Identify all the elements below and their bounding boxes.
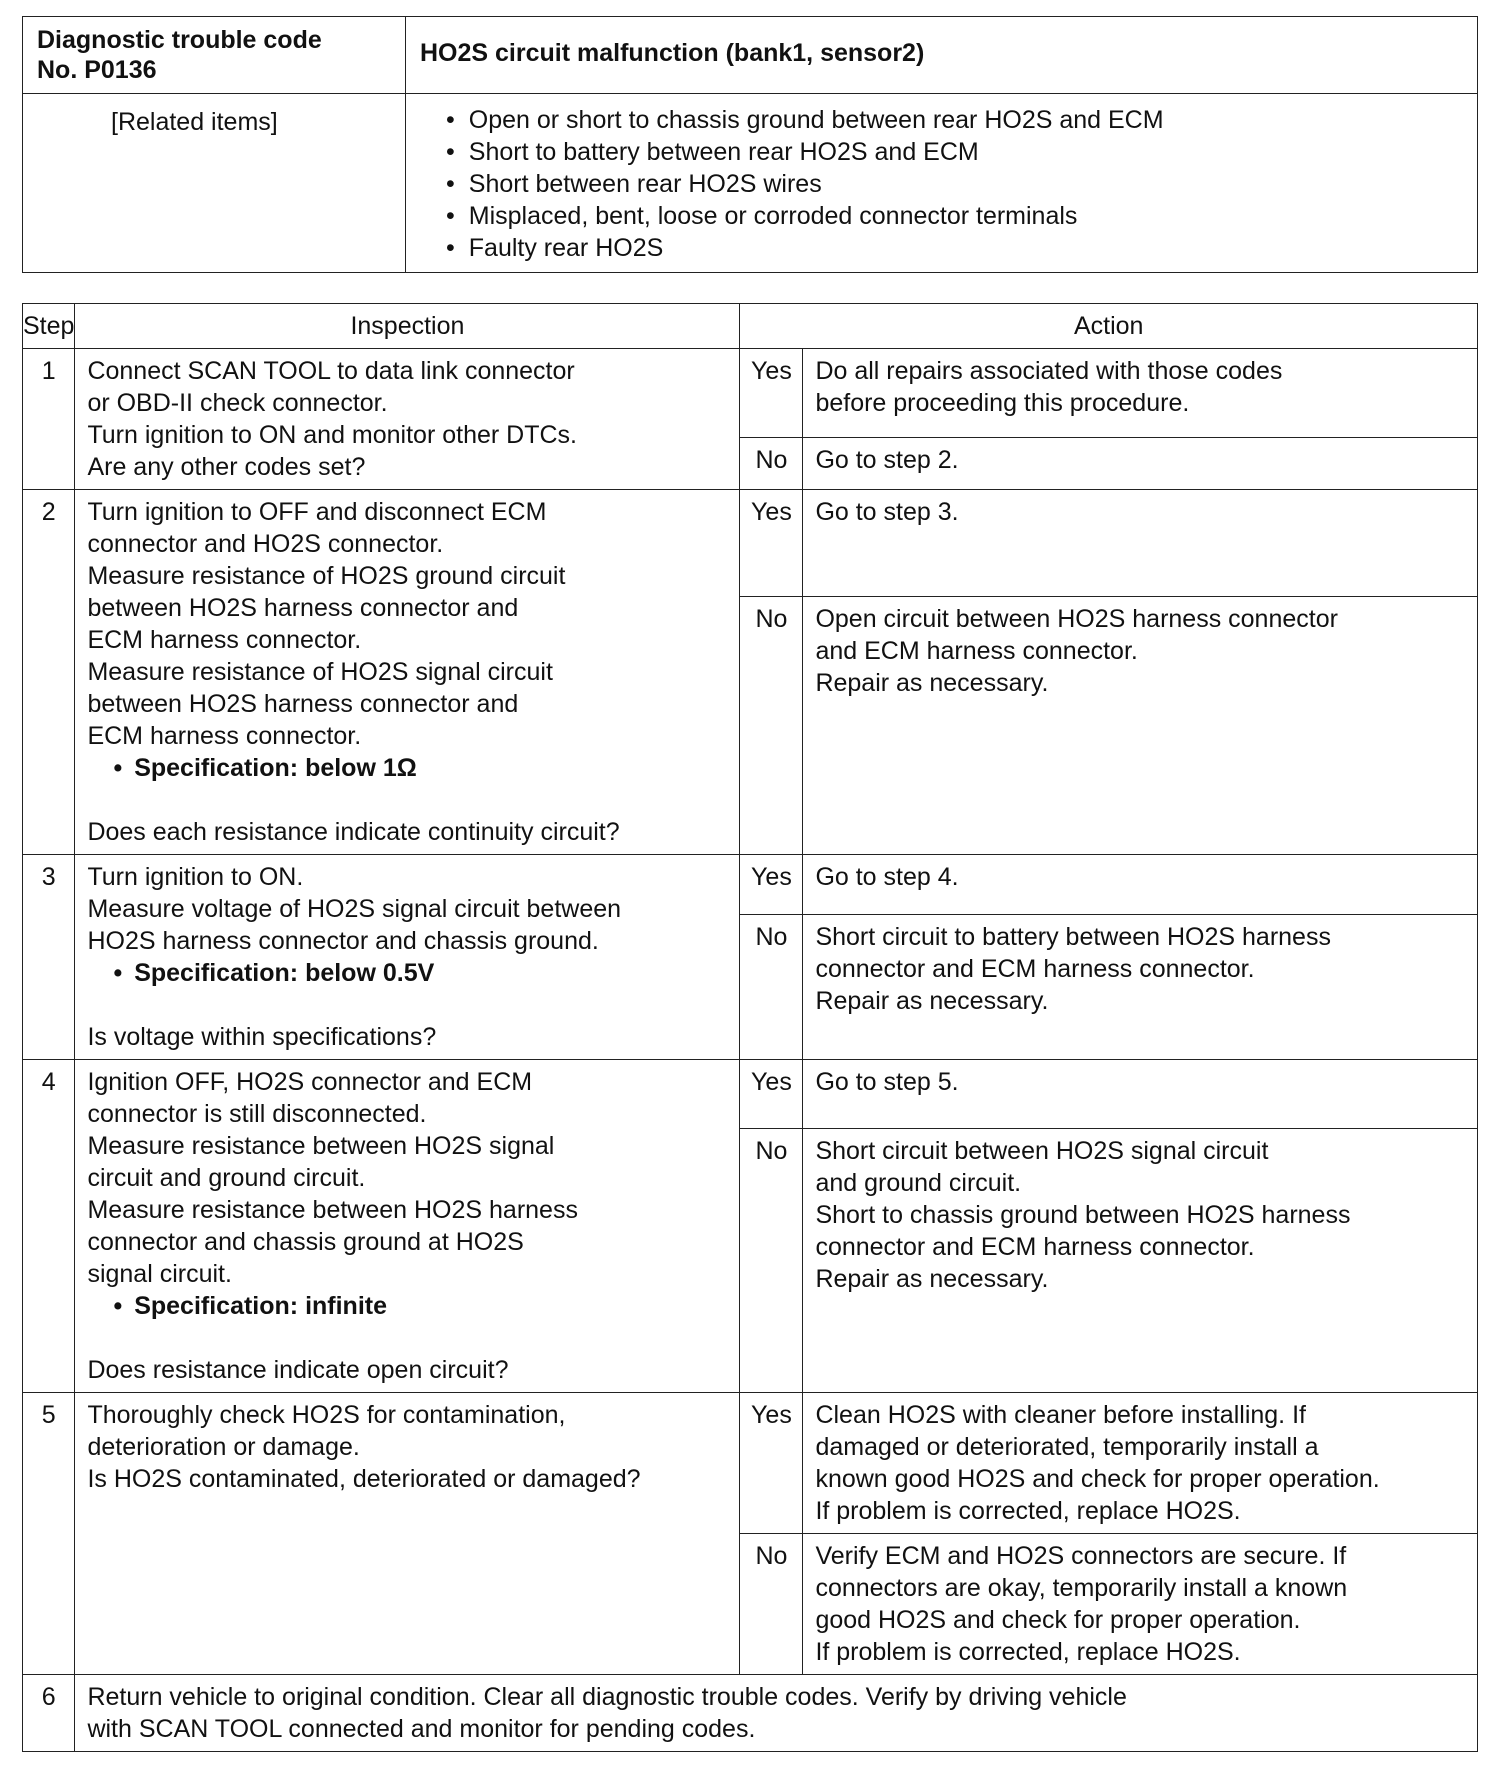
action-line: connector and ECM harness connector. [815, 954, 1255, 983]
inspection-question: Does resistance indicate open circuit? [87, 1356, 509, 1384]
action-line: Short to chassis ground between HO2S harness [815, 1200, 1351, 1229]
action-line: Verify ECM and HO2S connectors are secure. If [815, 1542, 1347, 1570]
action-line: and ground circuit. [815, 1168, 1022, 1197]
col-action-header: Action [740, 304, 1478, 349]
inspection-line: Connect SCAN TOOL to data link connector [87, 357, 575, 385]
yes-action [803, 349, 1478, 438]
action-line: connectors are okay, temporarily install a known [815, 1574, 1348, 1602]
inspection-line: connector and HO2S connector. [87, 530, 444, 558]
action-line: Clean HO2S with cleaner before installing. If [815, 1401, 1306, 1429]
action-line: Go to step 3. [815, 498, 959, 526]
step-row [23, 1675, 1478, 1752]
inspection-line: between HO2S harness connector and [87, 690, 519, 718]
inspection-line: signal circuit. [87, 1260, 232, 1288]
related-item: • Faulty rear HO2S [446, 232, 1463, 264]
step-number: 3 [23, 855, 75, 1060]
related-items-list [446, 104, 1463, 264]
inspection-line: Turn ignition to OFF and disconnect ECM [87, 498, 547, 526]
no-action [803, 914, 1478, 1059]
step-row [23, 490, 1478, 597]
action-line: Repair as necessary. [815, 668, 1049, 697]
inspection-line: between HO2S harness connector and [87, 594, 519, 622]
related-item: • Misplaced, bent, loose or corroded connector terminals [446, 200, 1463, 232]
no-label: No [740, 1534, 803, 1675]
table-header-row [23, 304, 1478, 349]
inspection-line: ECM harness connector. [87, 626, 362, 654]
yes-label: Yes [740, 1060, 803, 1129]
specification: • Specification: infinite [87, 1290, 727, 1322]
inspection-line: Measure resistance between HO2S harness [87, 1196, 578, 1224]
action-line: Go to step 2. [815, 445, 959, 474]
action-line: Open circuit between HO2S harness connector [815, 604, 1338, 633]
col-step-header: Step [23, 304, 75, 349]
inspection-line: ECM harness connector. [87, 722, 362, 750]
step-row [23, 349, 1478, 438]
inspection-question: Does each resistance indicate continuity circuit? [87, 818, 620, 846]
col-inspection-header: Inspection [75, 304, 740, 349]
step-row [23, 1060, 1478, 1129]
no-label: No [740, 1128, 803, 1392]
step-inspection [75, 349, 740, 490]
action-line: before proceeding this procedure. [815, 389, 1190, 417]
inspection-line: deterioration or damage. [87, 1433, 360, 1461]
no-action [803, 596, 1478, 854]
action-line: If problem is corrected, replace HO2S. [815, 1638, 1241, 1666]
inspection-line: Measure resistance of HO2S ground circuit [87, 562, 566, 590]
action-line: Go to step 5. [815, 1068, 959, 1096]
related-item: • Short between rear HO2S wires [446, 168, 1463, 200]
final-line: with SCAN TOOL connected and monitor for pending codes. [87, 1715, 756, 1743]
dtc-header-table [22, 16, 1478, 273]
dtc-title: HO2S circuit malfunction (bank1, sensor2) [406, 17, 1478, 94]
related-items-label: [Related items] [23, 94, 406, 273]
inspection-line: Measure resistance of HO2S signal circuit [87, 658, 553, 686]
inspection-line: Thoroughly check HO2S for contamination, [87, 1401, 566, 1429]
action-line: Go to step 4. [815, 863, 959, 891]
yes-label: Yes [740, 1393, 803, 1534]
step-final-text [75, 1675, 1478, 1752]
final-line: Return vehicle to original condition. Clear all diagnostic trouble codes. Verify by driving vehicle [87, 1683, 1127, 1711]
yes-action [803, 1393, 1478, 1534]
inspection-line: Is HO2S contaminated, deteriorated or damaged? [87, 1465, 641, 1493]
yes-action [803, 490, 1478, 597]
inspection-line: Measure resistance between HO2S signal [87, 1132, 555, 1160]
step-inspection [75, 1060, 740, 1393]
no-action [803, 1534, 1478, 1675]
action-line: Repair as necessary. [815, 1264, 1049, 1293]
step-number: 5 [23, 1393, 75, 1675]
action-line: Repair as necessary. [815, 986, 1049, 1015]
inspection-line: or OBD-II check connector. [87, 389, 388, 417]
step-number: 2 [23, 490, 75, 855]
action-line: Short circuit to battery between HO2S harness [815, 922, 1331, 951]
step-inspection [75, 855, 740, 1060]
inspection-line: connector and chassis ground at HO2S [87, 1228, 524, 1256]
dtc-code-cell [23, 17, 406, 94]
action-line: If problem is corrected, replace HO2S. [815, 1497, 1241, 1525]
action-line: damaged or deteriorated, temporarily install a [815, 1433, 1319, 1461]
inspection-line: Turn ignition to ON and monitor other DTCs. [87, 421, 577, 449]
inspection-line: Measure voltage of HO2S signal circuit between [87, 895, 622, 923]
specification: • Specification: below 1Ω [87, 752, 727, 784]
inspection-line: Ignition OFF, HO2S connector and ECM [87, 1068, 533, 1096]
diagnostic-steps-table [22, 303, 1478, 1752]
yes-label: Yes [740, 855, 803, 915]
inspection-line: Are any other codes set? [87, 453, 366, 481]
inspection-question: Is voltage within specifications? [87, 1023, 437, 1051]
action-line: Do all repairs associated with those codes [815, 357, 1283, 385]
yes-label: Yes [740, 490, 803, 597]
action-line: and ECM harness connector. [815, 636, 1138, 665]
action-line: good HO2S and check for proper operation. [815, 1606, 1301, 1634]
action-line: known good HO2S and check for proper operation. [815, 1465, 1380, 1493]
related-item: • Open or short to chassis ground between rear HO2S and ECM [446, 104, 1463, 136]
step-inspection [75, 490, 740, 855]
inspection-line: connector is still disconnected. [87, 1100, 427, 1128]
dtc-code-label: Diagnostic trouble code [37, 26, 322, 54]
action-line: connector and ECM harness connector. [815, 1232, 1255, 1261]
no-label: No [740, 914, 803, 1059]
step-number: 1 [23, 349, 75, 490]
yes-action [803, 1060, 1478, 1129]
dtc-code-number: No. P0136 [37, 56, 157, 84]
no-label: No [740, 596, 803, 854]
step-number: 4 [23, 1060, 75, 1393]
no-label: No [740, 437, 803, 489]
no-action [803, 437, 1478, 489]
related-item: • Short to battery between rear HO2S and ECM [446, 136, 1463, 168]
action-line: Short circuit between HO2S signal circuit [815, 1136, 1269, 1165]
no-action [803, 1128, 1478, 1392]
yes-action [803, 855, 1478, 915]
inspection-line: HO2S harness connector and chassis ground. [87, 927, 599, 955]
specification: • Specification: below 0.5V [87, 957, 727, 989]
yes-label: Yes [740, 349, 803, 438]
inspection-line: circuit and ground circuit. [87, 1164, 366, 1192]
step-number: 6 [23, 1675, 75, 1752]
related-items-cell [406, 94, 1478, 273]
inspection-line: Turn ignition to ON. [87, 863, 304, 891]
step-row [23, 855, 1478, 915]
step-row [23, 1393, 1478, 1534]
step-inspection [75, 1393, 740, 1675]
